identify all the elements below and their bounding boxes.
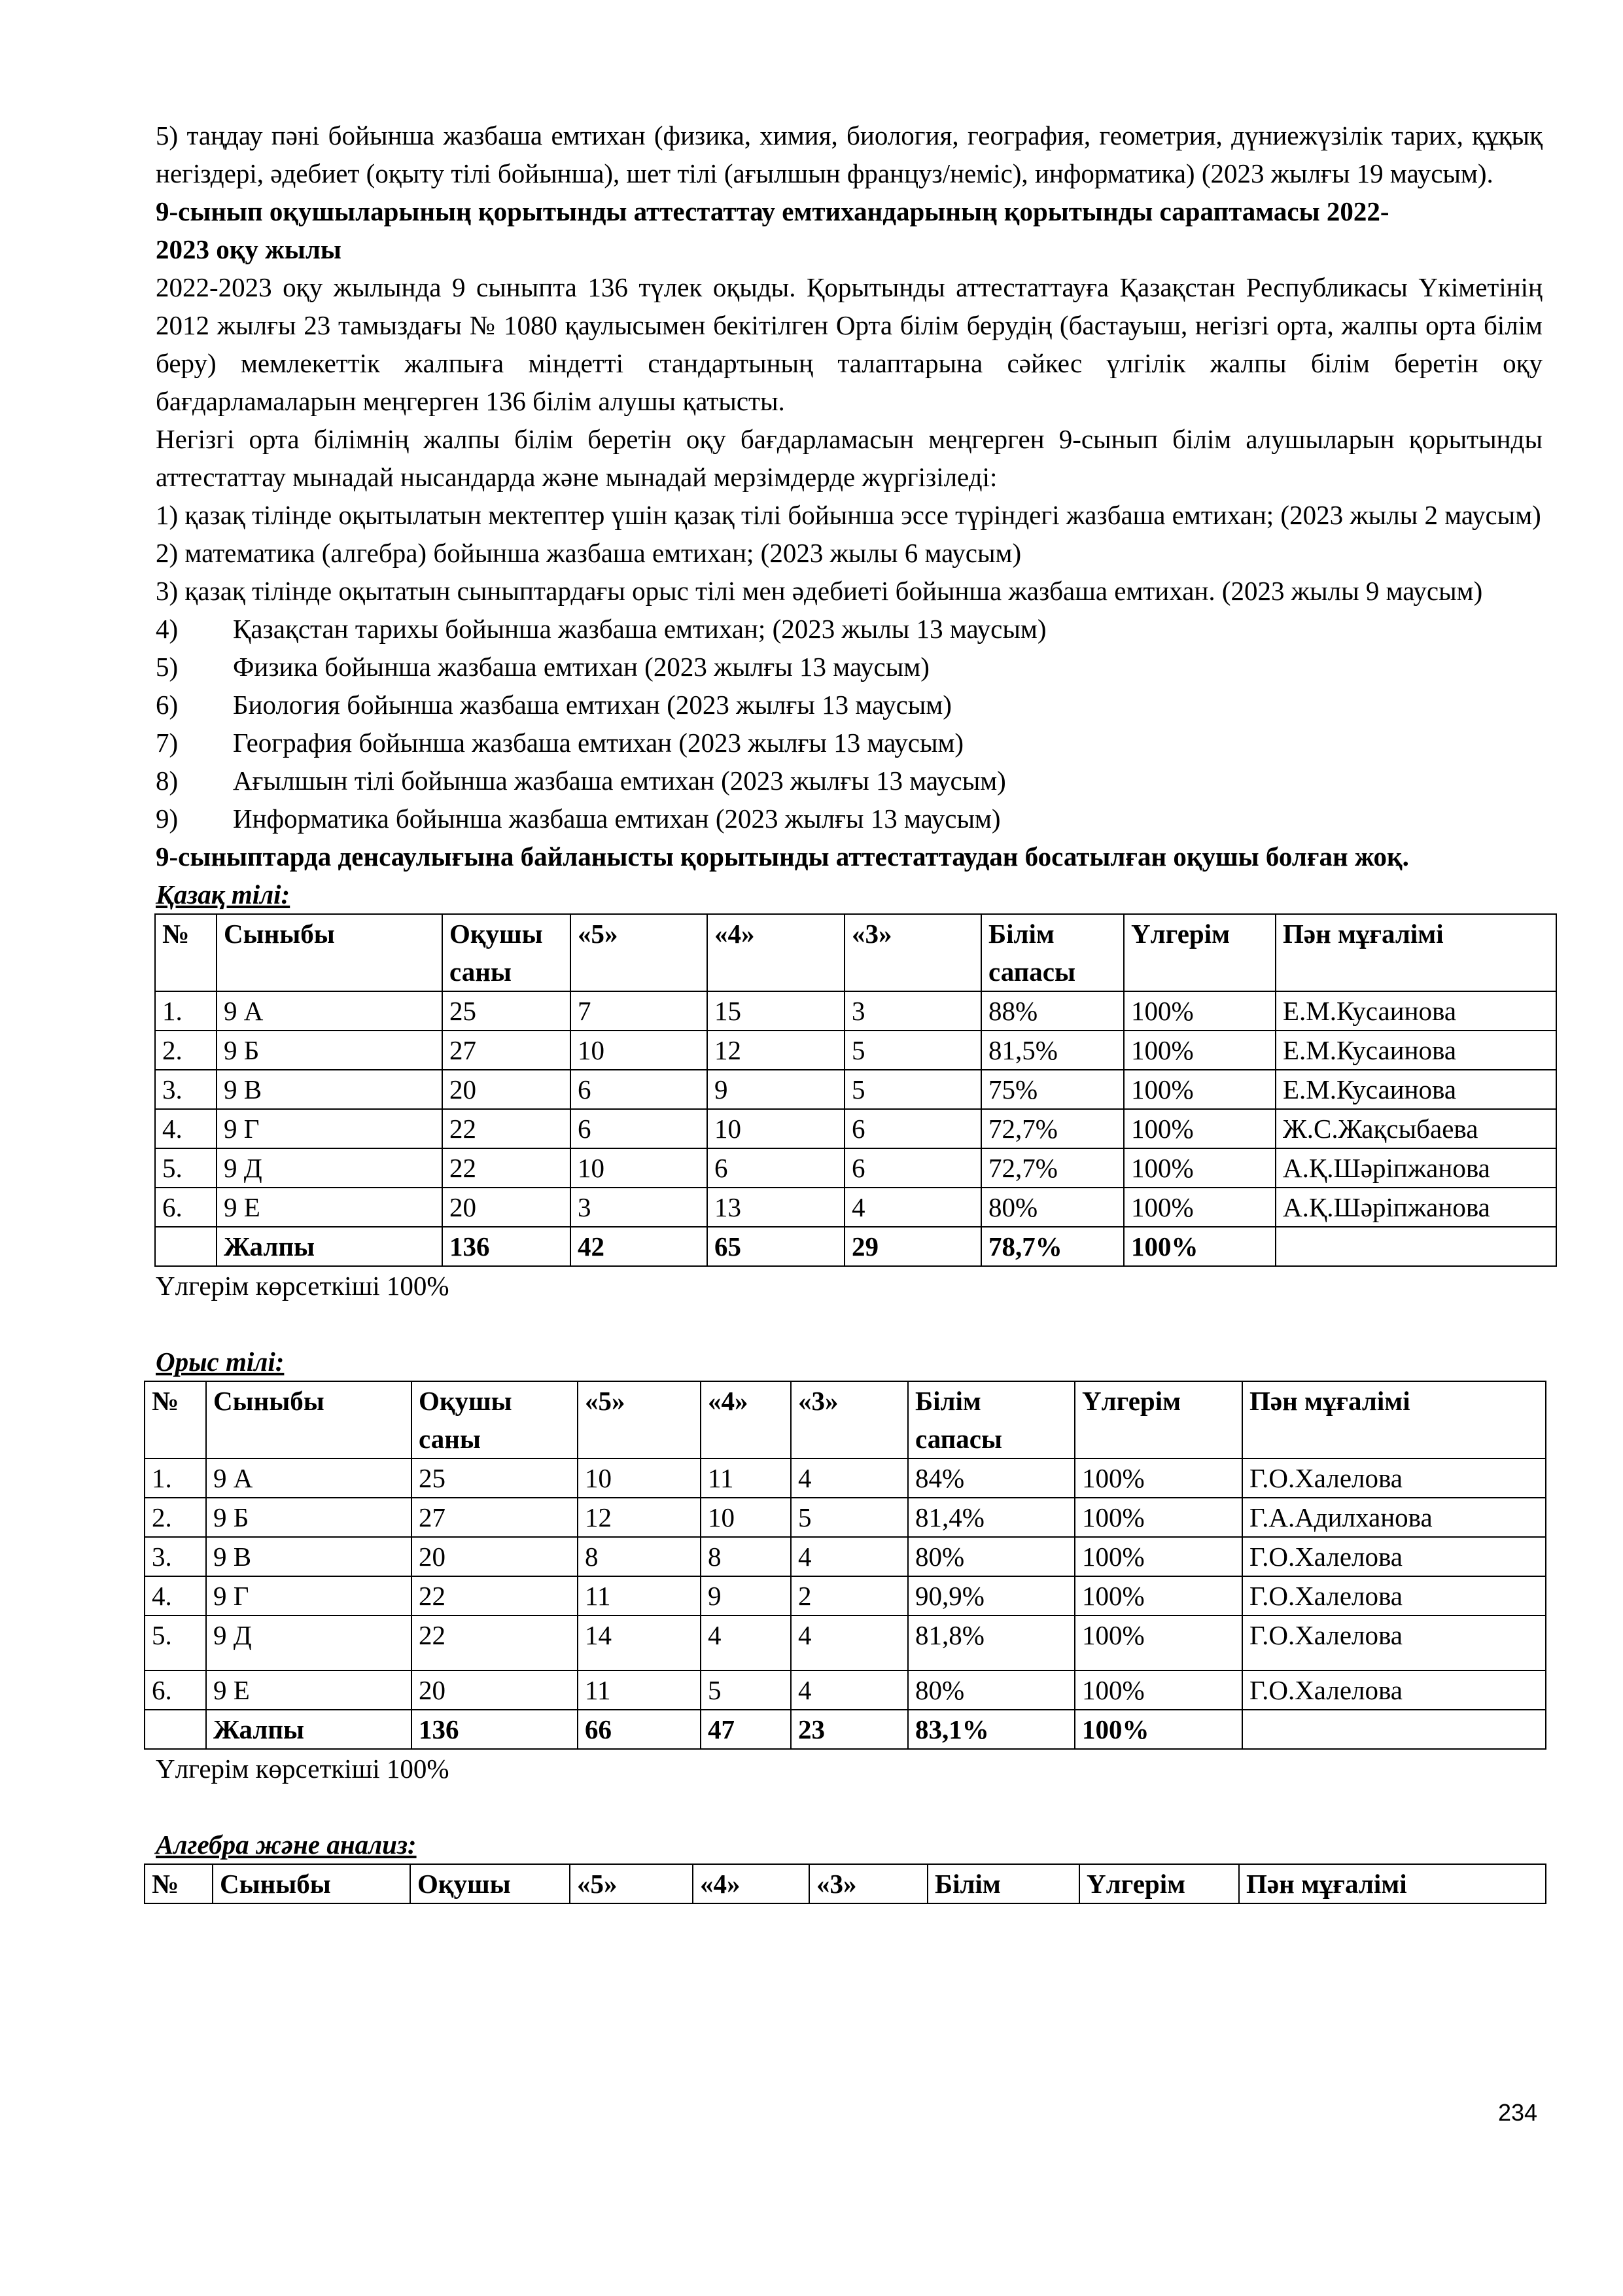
cell-progress: 100%: [1075, 1670, 1242, 1710]
cell-grade4: 9: [707, 1070, 845, 1109]
cell-class: 9 А: [217, 991, 442, 1031]
cell-students: 20: [411, 1537, 578, 1576]
cell-students: 22: [411, 1616, 578, 1670]
cell-teacher: А.Қ.Шәріпжанова: [1276, 1148, 1556, 1188]
exam-item-1: 1) қазақ тілінде оқытылатын мектептер үшін қазақ тілі бойынша эссе түріндегі жазбаша емтихан; (2023 жылы 2 маусым): [156, 500, 1541, 530]
cell-grade4: 65: [707, 1227, 845, 1266]
cell-quality: 80%: [908, 1670, 1075, 1710]
cell-grade5: 10: [578, 1458, 701, 1498]
list-item: 6) Биология бойынша жазбаша емтихан (2023 жылғы 13 маусым): [156, 690, 952, 720]
col-header-grade3: «3»: [845, 914, 981, 991]
cell-progress: 100%: [1124, 1109, 1276, 1148]
cell-grade4: 6: [707, 1148, 845, 1188]
col-header-class: Сыныбы: [206, 1381, 411, 1458]
cell-class: 9 Д: [206, 1616, 411, 1670]
table-header-row: [145, 1864, 1546, 1903]
cell-class: 9 Д: [217, 1148, 442, 1188]
cell-teacher: Г.О.Халелова: [1242, 1458, 1546, 1498]
exam-item-2: 2) математика (алгебра) бойынша жазбаша емтихан; (2023 жылы 6 маусым): [156, 538, 1022, 568]
cell-grade3: 3: [845, 991, 981, 1031]
col-header-no: №: [145, 1381, 206, 1458]
table-header-row: [155, 914, 1556, 991]
cell-grade5: 6: [570, 1109, 707, 1148]
cell-grade4: 12: [707, 1031, 845, 1070]
list-item: 7) География бойынша жазбаша емтихан (2023 жылғы 13 маусым): [156, 728, 964, 758]
cell-students: 136: [411, 1710, 578, 1749]
table-row: [155, 1148, 1556, 1188]
russian-table-body: [145, 1458, 1546, 1710]
cell-class: Жалпы: [217, 1227, 442, 1266]
col-header-no: №: [145, 1864, 213, 1903]
col-header-quality: Білім сапасы: [981, 914, 1124, 991]
document-page: [152, 116, 1543, 1904]
cell-students: 20: [411, 1670, 578, 1710]
cell-grade5: 6: [570, 1070, 707, 1109]
cell-grade4: 10: [707, 1109, 845, 1148]
col-header-class: Сыныбы: [213, 1864, 410, 1903]
cell-class: 9 Е: [206, 1670, 411, 1710]
col-header-teacher: Пән мұғалімі: [1242, 1381, 1546, 1458]
cell-progress: 100%: [1124, 1148, 1276, 1188]
cell-quality: 83,1%: [908, 1710, 1075, 1749]
cell-grade4: 15: [707, 991, 845, 1031]
list-item: 9) Информатика бойынша жазбаша емтихан (2023 жылғы 13 маусым): [156, 804, 1001, 834]
cell-no: 4.: [155, 1109, 217, 1148]
cell-grade4: 4: [701, 1616, 791, 1670]
cell-class: 9 Г: [217, 1109, 442, 1148]
cell-grade4: 10: [701, 1498, 791, 1537]
cell-progress: 100%: [1124, 1031, 1276, 1070]
col-header-grade4: «4»: [693, 1864, 809, 1903]
cell-no: 2.: [145, 1498, 206, 1537]
table-header-row: [145, 1381, 1546, 1458]
algebra-results-table: [144, 1863, 1546, 1904]
col-header-progress: Үлгерім: [1079, 1864, 1239, 1903]
exemption-note: 9-сыныптарда денсаулығына байланысты қорытынды аттестаттаудан босатылған оқушы болған жоқ.: [156, 841, 1409, 872]
cell-grade5: 11: [578, 1670, 701, 1710]
table-row: [155, 1031, 1556, 1070]
cell-no: 5.: [155, 1148, 217, 1188]
cell-teacher: А.Қ.Шәріпжанова: [1276, 1188, 1556, 1227]
cell-no: 1.: [145, 1458, 206, 1498]
cell-teacher: Е.М.Кусаинова: [1276, 1031, 1556, 1070]
table-row: [145, 1576, 1546, 1616]
col-header-students: Оқушы: [410, 1864, 570, 1903]
cell-progress: 100%: [1075, 1576, 1242, 1616]
cell-progress: 100%: [1124, 1070, 1276, 1109]
cell-students: 25: [411, 1458, 578, 1498]
cell-grade3: 5: [791, 1498, 908, 1537]
cell-students: 20: [442, 1070, 570, 1109]
cell-quality: 78,7%: [981, 1227, 1124, 1266]
cell-no: 3.: [155, 1070, 217, 1109]
cell-grade3: 4: [845, 1188, 981, 1227]
table-row: [155, 1070, 1556, 1109]
cell-no: [155, 1227, 217, 1266]
cell-progress: 100%: [1124, 991, 1276, 1031]
cell-no: 3.: [145, 1537, 206, 1576]
russian-progress-note: Үлгерім көрсеткіші 100%: [156, 1754, 449, 1784]
cell-grade4: 11: [701, 1458, 791, 1498]
cell-class: 9 В: [217, 1070, 442, 1109]
cell-quality: 88%: [981, 991, 1124, 1031]
cell-grade3: 4: [791, 1616, 908, 1670]
cell-no: 6.: [155, 1188, 217, 1227]
table-row: [145, 1498, 1546, 1537]
cell-progress: 100%: [1075, 1537, 1242, 1576]
cell-progress: 100%: [1075, 1710, 1242, 1749]
col-header-grade4: «4»: [701, 1381, 791, 1458]
cell-grade5: 7: [570, 991, 707, 1031]
table-row: [145, 1670, 1546, 1710]
cell-class: 9 А: [206, 1458, 411, 1498]
cell-no: 1.: [155, 991, 217, 1031]
intro-paragraph-2: Негізгі орта білімнің жалпы білім беретін оқу бағдарламасын меңгерген 9-сынып білім алушыларын қорытынды аттестаттау мынадай нысандарда және мынадай мерзімдерде жүргізіледі:: [156, 424, 1543, 492]
cell-class: Жалпы: [206, 1710, 411, 1749]
cell-class: 9 Б: [217, 1031, 442, 1070]
table-row: [155, 1109, 1556, 1148]
col-header-grade3: «3»: [791, 1381, 908, 1458]
cell-grade3: 6: [845, 1109, 981, 1148]
list-item: 5) Физика бойынша жазбаша емтихан (2023 жылғы 13 маусым): [156, 652, 930, 682]
cell-teacher: Г.О.Халелова: [1242, 1670, 1546, 1710]
cell-quality: 90,9%: [908, 1576, 1075, 1616]
cell-grade3: 4: [791, 1458, 908, 1498]
cell-grade5: 11: [578, 1576, 701, 1616]
cell-students: 20: [442, 1188, 570, 1227]
cell-no: 5.: [145, 1616, 206, 1670]
table-total-row: [145, 1710, 1546, 1749]
col-header-quality: Білім: [928, 1864, 1079, 1903]
col-header-class: Сыныбы: [217, 914, 442, 991]
exam-item-5-paragraph: 5) таңдау пәні бойынша жазбаша емтихан (физика, химия, биология, география, геометрия, дүниежүзілік тарих, құқық негіздері, әдебиет (оқыту тілі бойынша), шет тілі (ағылшын француз/неміс), информатика) (2023 жылғы 19 маусым).: [156, 120, 1543, 188]
col-header-grade3: «3»: [809, 1864, 928, 1903]
kazakh-table-caption: Қазақ тілі:: [156, 879, 290, 910]
cell-teacher: Е.М.Кусаинова: [1276, 1070, 1556, 1109]
cell-progress: 100%: [1075, 1616, 1242, 1670]
col-header-teacher: Пән мұғалімі: [1276, 914, 1556, 991]
cell-grade3: 5: [845, 1070, 981, 1109]
col-header-teacher: Пән мұғалімі: [1239, 1864, 1546, 1903]
col-header-quality: Білім сапасы: [908, 1381, 1075, 1458]
cell-grade4: 13: [707, 1188, 845, 1227]
page-number: 234: [1498, 2099, 1538, 2126]
kazakh-results-table: [154, 913, 1557, 1267]
cell-students: 136: [442, 1227, 570, 1266]
cell-teacher: Г.О.Халелова: [1242, 1576, 1546, 1616]
cell-no: 2.: [155, 1031, 217, 1070]
cell-class: 9 Е: [217, 1188, 442, 1227]
cell-quality: 75%: [981, 1070, 1124, 1109]
cell-students: 22: [442, 1148, 570, 1188]
cell-progress: 100%: [1075, 1458, 1242, 1498]
cell-grade3: 4: [791, 1537, 908, 1576]
cell-grade3: 6: [845, 1148, 981, 1188]
cell-grade5: 66: [578, 1710, 701, 1749]
cell-quality: 80%: [981, 1188, 1124, 1227]
cell-grade4: 47: [701, 1710, 791, 1749]
cell-grade5: 3: [570, 1188, 707, 1227]
cell-teacher: Г.А.Адилханова: [1242, 1498, 1546, 1537]
cell-grade3: 4: [791, 1670, 908, 1710]
cell-no: 4.: [145, 1576, 206, 1616]
cell-quality: 72,7%: [981, 1109, 1124, 1148]
cell-quality: 81,8%: [908, 1616, 1075, 1670]
cell-grade3: 29: [845, 1227, 981, 1266]
cell-class: 9 Б: [206, 1498, 411, 1537]
cell-teacher: [1276, 1227, 1556, 1266]
cell-students: 22: [411, 1576, 578, 1616]
cell-grade4: 9: [701, 1576, 791, 1616]
table-total-row: [155, 1227, 1556, 1266]
cell-teacher: [1242, 1710, 1546, 1749]
cell-grade4: 5: [701, 1670, 791, 1710]
col-header-grade5: «5»: [578, 1381, 701, 1458]
list-item: 8) Ағылшын тілі бойынша жазбаша емтихан (2023 жылғы 13 маусым): [156, 766, 1006, 796]
col-header-no: №: [155, 914, 217, 991]
cell-no: 6.: [145, 1670, 206, 1710]
table-row: [155, 991, 1556, 1031]
cell-students: 25: [442, 991, 570, 1031]
cell-grade3: 23: [791, 1710, 908, 1749]
cell-quality: 80%: [908, 1537, 1075, 1576]
cell-teacher: Г.О.Халелова: [1242, 1537, 1546, 1576]
cell-quality: 84%: [908, 1458, 1075, 1498]
kazakh-table-body: [155, 991, 1556, 1227]
cell-class: 9 Г: [206, 1576, 411, 1616]
table-row: [145, 1458, 1546, 1498]
cell-students: 27: [442, 1031, 570, 1070]
col-header-grade5: «5»: [570, 914, 707, 991]
cell-progress: 100%: [1124, 1227, 1276, 1266]
col-header-grade4: «4»: [707, 914, 845, 991]
cell-no: [145, 1710, 206, 1749]
col-header-students: Оқушы саны: [442, 914, 570, 991]
cell-quality: 81,4%: [908, 1498, 1075, 1537]
cell-quality: 81,5%: [981, 1031, 1124, 1070]
cell-class: 9 В: [206, 1537, 411, 1576]
col-header-progress: Үлгерім: [1124, 914, 1276, 991]
intro-paragraph-1: 2022-2023 оқу жылында 9 сыныпта 136 түлек оқыды. Қорытынды аттестаттауға Қазақстан Республикасы Үкіметінің 2012 жылғы 23 тамыздағы № 1080 қаулысымен бекітілген Орта білім берудің (бастауыш, негізгі орта, жалпы орта білім беру) мемлекеттік жалпыға міндетті стандартының талаптарына сәйкес үлгілік жалпы білім беретін оқу бағдарламаларын меңгерген 136 білім алушы қатысты.: [156, 272, 1543, 416]
section-heading: 9-сынып оқушыларының қорытынды аттестаттау емтихандарының қорытынды сараптамасы 2022-2023 оқу жылы: [156, 196, 1389, 264]
cell-grade3: 2: [791, 1576, 908, 1616]
cell-students: 22: [442, 1109, 570, 1148]
col-header-progress: Үлгерім: [1075, 1381, 1242, 1458]
exam-list: [156, 610, 1543, 838]
cell-grade5: 14: [578, 1616, 701, 1670]
kazakh-progress-note: Үлгерім көрсеткіші 100%: [156, 1271, 449, 1301]
cell-teacher: Г.О.Халелова: [1242, 1616, 1546, 1670]
algebra-table-caption: Алгебра және анализ:: [156, 1829, 417, 1860]
cell-quality: 72,7%: [981, 1148, 1124, 1188]
cell-grade3: 5: [845, 1031, 981, 1070]
table-row: [145, 1537, 1546, 1576]
cell-grade5: 42: [570, 1227, 707, 1266]
col-header-grade5: «5»: [570, 1864, 693, 1903]
cell-grade5: 8: [578, 1537, 701, 1576]
table-row: [155, 1188, 1556, 1227]
table-row: [145, 1616, 1546, 1670]
cell-progress: 100%: [1075, 1498, 1242, 1537]
cell-grade5: 10: [570, 1031, 707, 1070]
cell-grade5: 10: [570, 1148, 707, 1188]
cell-teacher: Ж.С.Жақсыбаева: [1276, 1109, 1556, 1148]
cell-grade4: 8: [701, 1537, 791, 1576]
col-header-students: Оқушы саны: [411, 1381, 578, 1458]
list-item: 4) Қазақстан тарихы бойынша жазбаша емтихан; (2023 жылы 13 маусым): [156, 614, 1047, 644]
cell-students: 27: [411, 1498, 578, 1537]
exam-item-3: 3) қазақ тілінде оқытатын сыныптардағы орыс тілі мен әдебиеті бойынша жазбаша емтихан. (2023 жылы 9 маусым): [156, 576, 1483, 606]
cell-grade5: 12: [578, 1498, 701, 1537]
russian-table-caption: Орыс тілі:: [156, 1347, 285, 1377]
russian-results-table: [144, 1381, 1546, 1750]
cell-progress: 100%: [1124, 1188, 1276, 1227]
cell-teacher: Е.М.Кусаинова: [1276, 991, 1556, 1031]
